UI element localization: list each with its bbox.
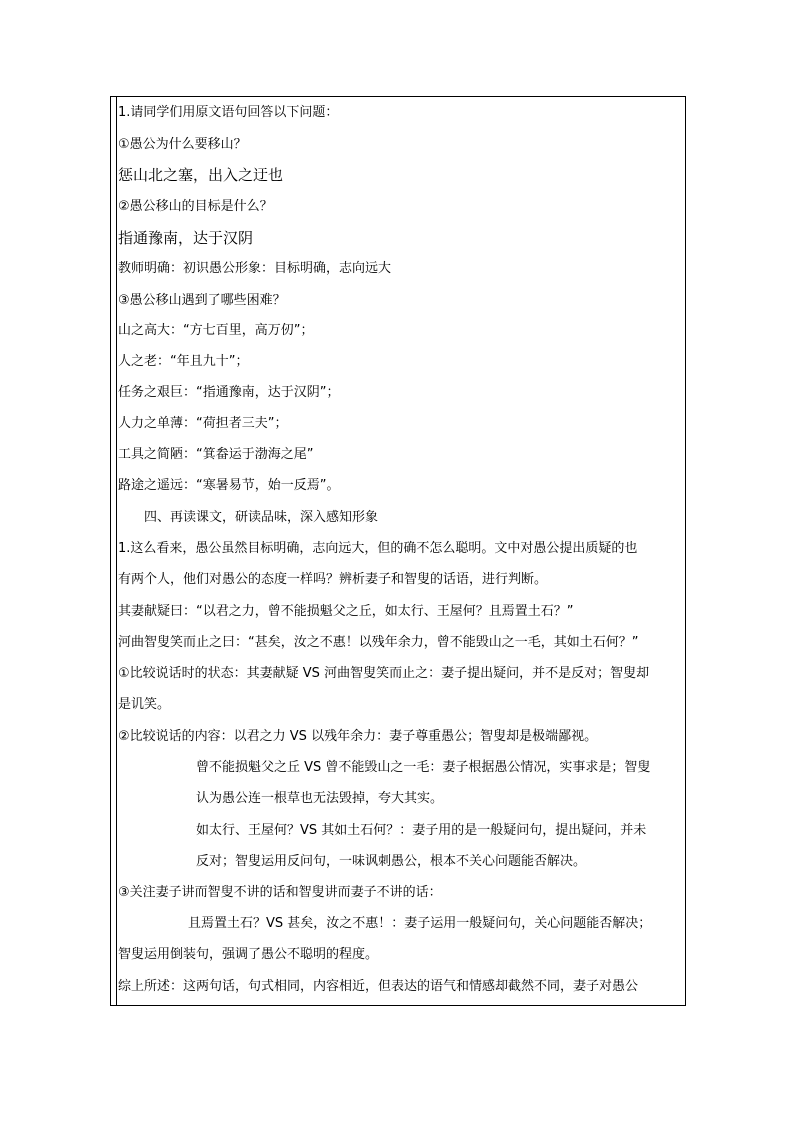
compare-3a-line-1: 且焉置土石？VS 甚矣，汝之不惠！：妻子运用一般疑问句，关心问题能否解决； [188,916,652,931]
para-1-line-2: 有两个人，他们对愚公的态度一样吗？辨析妻子和智叟的话语，进行判断。 [118,572,548,587]
compare-2a-line-2: 认为愚公连一根草也无法毁掉，夸大其实。 [196,791,444,806]
question-2: ②愚公移山的目标是什么？ [118,199,273,214]
summary: 综上所述：这两句话，句式相同，内容相近，但表达的语气和情感却截然不同，妻子对愚公 [118,979,639,994]
compare-1-line-2: 是讥笑。 [118,697,171,712]
question-1: ①愚公为什么要移山？ [118,137,247,152]
compare-3a-line-2: 智叟运用倒装句，强调了愚公不聪明的程度。 [118,947,379,962]
para-1-line-1: 1.这么看来，愚公虽然目标明确，志向远大，但的确不怎么聪明。文中对愚公提出质疑的也 [118,541,638,556]
compare-3: ③关注妻子讲而智叟不讲的话和智叟讲而妻子不讲的话： [118,885,442,900]
compare-2b-line-1: 如太行、王屋何？VS 其如土石何？：妻子用的是一般疑问句，提出疑问，并未 [196,823,647,838]
answer-2: 指通豫南，达于汉阴 [118,229,254,247]
answer-1: 惩山北之塞，出入之迂也 [118,166,284,184]
table-divider [116,96,117,1006]
difficulty-2: 人之老：“年且九十”； [118,354,249,369]
compare-2b-line-2: 反对；智叟运用反问句，一味讽刺愚公，根本不关心问题能否解决。 [196,854,587,869]
difficulty-5: 工具之简陋：“箕畚运于渤海之尾” [118,447,314,462]
quote-wife: 其妻献疑曰：“以君之力，曾不能损魁父之丘，如太行、王屋何？且焉置土石？” [118,604,574,619]
compare-2: ②比较说话的内容：以君之力 VS 以残年余力：妻子尊重愚公；智叟却是极端鄙视。 [118,729,598,744]
section-heading: 四、再读课文，研读品味，深入感知形象 [144,510,379,525]
teacher-note: 教师明确：初识愚公形象：目标明确，志向远大 [118,261,392,276]
question-heading: 1.请同学们用原文语句回答以下问题： [118,105,339,120]
difficulty-6: 路途之遥远：“寒暑易节，始一反焉”。 [118,478,340,493]
quote-zhisou: 河曲智叟笑而止之曰：“甚矣，汝之不惠！以残年余力，曾不能毁山之一毛，其如土石何？” [118,635,639,650]
question-3: ③愚公移山遇到了哪些困难？ [118,293,286,308]
difficulty-1: 山之高大：“方七百里，高万仞”； [118,323,314,338]
compare-1-line-1: ①比较说话时的状态：其妻献疑 VS 河曲智叟笑而止之：妻子提出疑问，并不是反对；智叟却 [118,666,650,681]
difficulty-4: 人力之单薄：“荷担者三夫”； [118,416,288,431]
compare-2a-line-1: 曾不能损魁父之丘 VS 曾不能毁山之一毛：妻子根据愚公情况，实事求是；智叟 [196,760,651,775]
difficulty-3: 任务之艰巨：“指通豫南，达于汉阴”； [118,385,340,400]
